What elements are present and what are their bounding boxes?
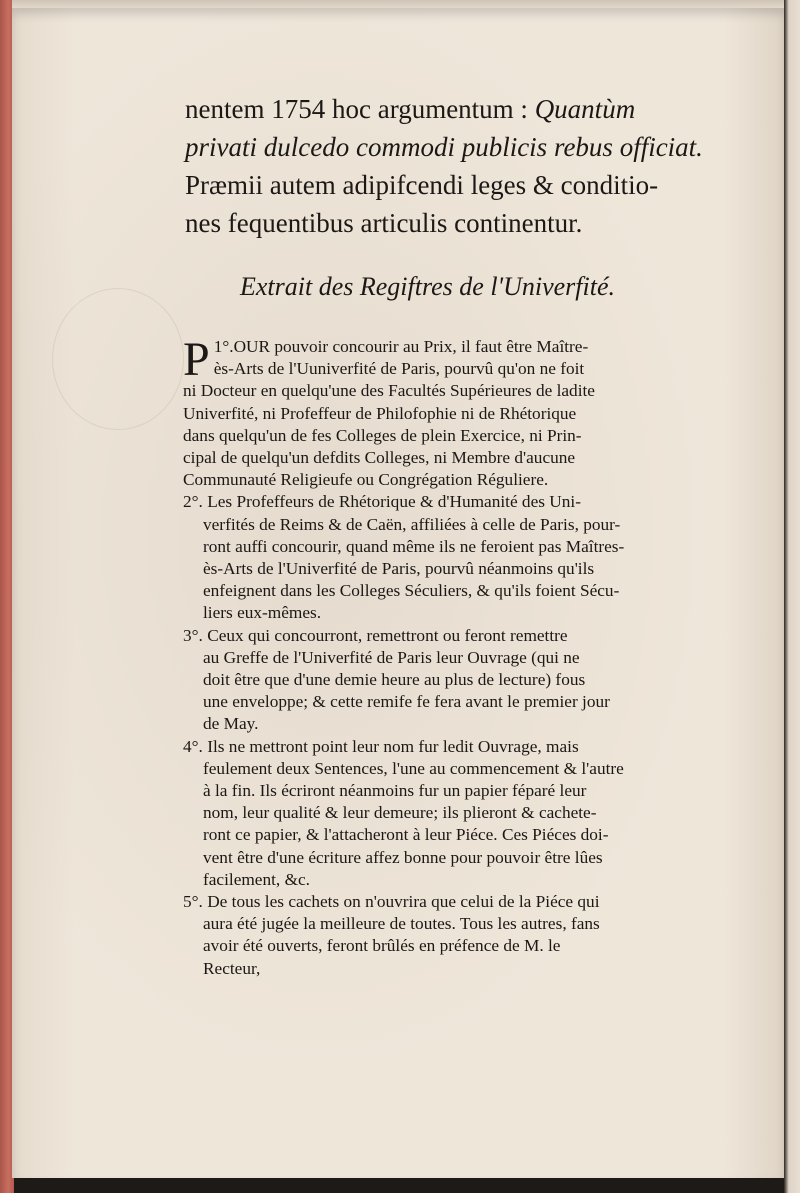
article-number: 2°. — [183, 492, 203, 512]
article-line: cipal de quelqu'un defdits Colleges, ni Membre d'aucune — [183, 448, 576, 468]
article-line: nom, leur qualité & leur demeure; ils plieront & cachete- — [203, 803, 597, 823]
article-2 — [183, 491, 753, 624]
article-line: Communauté Religieufe ou Congrégation Réguliere. — [183, 470, 549, 490]
bleed-through-stamp — [52, 288, 184, 430]
article-first-line: OUR pouvoir concourir au Prix, il faut être Maître- — [233, 337, 589, 356]
article-line: doit être que d'une demie heure au plus de lecture) fous — [203, 670, 586, 690]
intro-line-1-text: nentem 1754 hoc argumentum : — [185, 94, 535, 124]
article-line: Recteur, — [203, 958, 261, 978]
intro-line-2: privati dulcedo commodi publicis rebus officiat. — [185, 132, 703, 162]
next-page-edge — [784, 0, 800, 1193]
drop-cap: P — [183, 333, 210, 386]
articles-list — [183, 333, 753, 980]
article-line: ront auffi concourir, quand même ils ne feroient pas Maîtres- — [203, 536, 625, 556]
intro-line-1-italic: Quantùm — [534, 94, 636, 124]
intro-line-3: Præmii autem adipifcendi leges & conditio- — [185, 170, 659, 200]
intro-line-1 — [185, 90, 755, 128]
article-line: dans quelqu'un de fes Colleges de plein Exercice, ni Prin- — [183, 425, 582, 445]
article-line: ès-Arts de l'Univerfité de Paris, pourvû néanmoins qu'ils — [203, 559, 595, 579]
article-first-line: Ceux qui concourront, remettront ou feront remettre — [207, 625, 568, 645]
article-number: 5°. — [183, 892, 203, 912]
article-4 — [183, 736, 753, 891]
intro-paragraph — [185, 90, 755, 242]
article-line: ront ce papier, & l'attacheront à leur Piéce. Ces Piéces doi- — [203, 825, 609, 845]
article-number: 3°. — [183, 625, 203, 645]
article-line: ni Docteur en quelqu'une des Facultés Supérieures de ladite — [183, 381, 595, 401]
article-line: avoir été ouverts, feront brûlés en préfence de M. le — [203, 936, 561, 956]
article-number: 4°. — [183, 736, 203, 756]
article-first-line: Ils ne mettront point leur nom fur ledit Ouvrage, mais — [207, 736, 579, 756]
article-line: ès-Arts de l'Uuniverfité de Paris, pourvû qu'on ne foit — [213, 359, 585, 379]
article-line: vent être d'une écriture affez bonne pour pouvoir être lûes — [203, 847, 603, 867]
article-first-line: De tous les cachets on n'ouvrira que celui de la Piéce qui — [207, 892, 600, 912]
article-line: Univerfité, ni Profeffeur de Philofophie ni de Rhétorique — [183, 403, 577, 423]
article-line: aura été jugée la meilleure de toutes. Tous les autres, fans — [203, 914, 600, 934]
article-5 — [183, 891, 753, 980]
article-line: à la fin. Ils écriront néanmoins fur un papier féparé leur — [203, 781, 587, 801]
article-line: au Greffe de l'Univerfité de Paris leur Ouvrage (qui ne — [203, 647, 580, 667]
article-first-line: Les Profeffeurs de Rhétorique & d'Humanité des Uni- — [207, 492, 581, 512]
article-number: 1°. — [213, 337, 234, 356]
article-line: de May. — [203, 714, 259, 734]
article-1 — [183, 333, 753, 491]
article-line: facilement, &c. — [203, 869, 310, 889]
article-line: enfeignent dans les Colleges Séculiers, & qu'ils foient Sécu- — [203, 581, 620, 601]
article-line: une enveloppe; & cette remife fe fera avant le premier jour — [203, 692, 610, 712]
intro-line-4: nes fequentibus articulis continentur. — [185, 208, 583, 238]
section-heading: Extrait des Regiftres de l'Univerfité. — [240, 272, 616, 301]
article-line: verfités de Reims & de Caën, affiliées à celle de Paris, pour- — [203, 514, 621, 534]
article-3 — [183, 625, 753, 736]
article-line: liers eux-mêmes. — [203, 603, 322, 623]
article-line: feulement deux Sentences, l'une au commencement & l'autre — [203, 758, 624, 778]
